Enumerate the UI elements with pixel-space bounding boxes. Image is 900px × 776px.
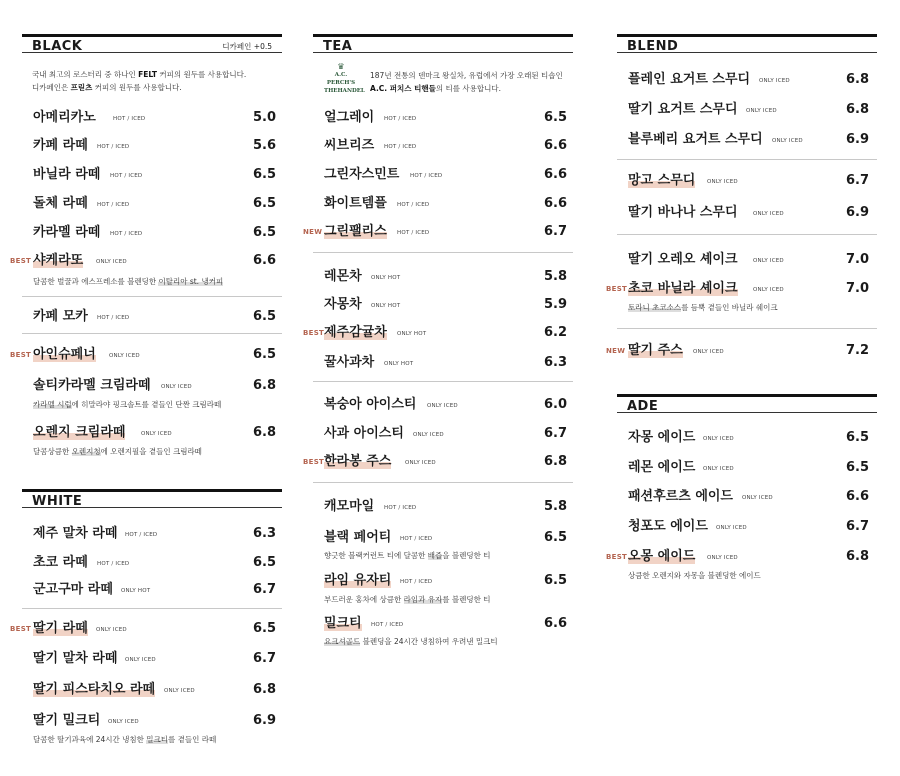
item-option: HOT / ICED xyxy=(371,622,404,628)
item-note xyxy=(33,734,216,745)
desc-text: 디카페인은 xyxy=(32,83,71,92)
desc-text: 187년 전통의 덴마크 왕실차, 유럽에서 가장 오래된 티숍인 xyxy=(370,71,563,80)
section-title: WHITE xyxy=(32,494,83,509)
decaf-note: 디카페인 +0.5 xyxy=(222,42,272,51)
item-price: 6.5 xyxy=(253,555,277,570)
menu-item[interactable] xyxy=(324,107,568,127)
item-name: 딸기 주스 xyxy=(628,339,683,358)
item-price: 6.7 xyxy=(253,651,277,666)
new-badge: NEW xyxy=(606,347,626,355)
menu-item[interactable] xyxy=(324,352,568,372)
white-header xyxy=(22,489,282,508)
item-name: 플레인 요거트 스무디 xyxy=(628,72,751,87)
item-price: 6.5 xyxy=(544,573,568,588)
item-name: 딸기 바나나 스무디 xyxy=(628,205,738,220)
item-price: 6.6 xyxy=(544,167,568,182)
item-price: 7.0 xyxy=(846,281,870,296)
item-option: HOT / ICED xyxy=(397,230,430,236)
item-option: HOT / ICED xyxy=(384,505,417,511)
item-option: ONLY ICED xyxy=(164,688,195,694)
item-name: 카페 라떼 xyxy=(33,138,88,153)
menu-item[interactable] xyxy=(33,710,277,730)
item-name: 꿀사과차 xyxy=(324,355,375,370)
item-price: 6.9 xyxy=(846,205,870,220)
item-option: HOT / ICED xyxy=(113,116,146,122)
item-option: ONLY ICED xyxy=(759,78,790,84)
item-price: 5.6 xyxy=(253,138,277,153)
item-price: 6.8 xyxy=(846,102,870,117)
item-option: ONLY ICED xyxy=(716,525,747,531)
item-option: ONLY ICED xyxy=(141,431,172,437)
item-price: 6.2 xyxy=(544,325,568,340)
menu-item[interactable] xyxy=(324,294,568,314)
divider xyxy=(22,296,282,297)
item-option: ONLY ICED xyxy=(427,403,458,409)
item-price: 6.5 xyxy=(846,430,870,445)
item-option: ONLY HOT xyxy=(384,361,414,367)
menu-item[interactable] xyxy=(324,613,568,633)
note-text: 에 오렌지필을 곁들인 크림라떼 xyxy=(100,447,202,456)
item-option: HOT / ICED xyxy=(397,202,430,208)
note-highlight: 오렌지청 xyxy=(71,447,101,456)
item-name: 초코 바닐라 셰이크 xyxy=(628,277,738,296)
section-title: BLEND xyxy=(627,39,679,54)
note-text: 블렌딩을 24시간 냉침하여 우려낸 밀크티 xyxy=(360,637,498,646)
item-option: HOT / ICED xyxy=(125,532,158,538)
menu-item[interactable] xyxy=(33,164,277,184)
menu-item[interactable] xyxy=(33,552,277,572)
item-name: 자몽 에이드 xyxy=(628,430,696,445)
item-name: 군고구마 라떼 xyxy=(33,582,113,597)
item-name: 레몬 에이드 xyxy=(628,460,696,475)
item-price: 7.0 xyxy=(846,252,870,267)
item-price: 6.5 xyxy=(253,167,277,182)
item-name: 밀크티 xyxy=(324,612,362,631)
menu-item[interactable] xyxy=(324,423,568,443)
perchs-logo xyxy=(324,62,365,94)
item-option: ONLY ICED xyxy=(746,108,777,114)
item-price: 5.8 xyxy=(544,269,568,284)
item-name: 라임 유자티 xyxy=(324,569,391,588)
note-text: 를 블렌딩한 티 xyxy=(442,595,491,604)
item-price: 6.6 xyxy=(544,138,568,153)
item-price: 6.5 xyxy=(253,196,277,211)
item-price: 6.8 xyxy=(846,549,870,564)
menu-item[interactable] xyxy=(33,422,277,442)
best-badge: BEST xyxy=(606,285,628,293)
divider xyxy=(313,381,573,382)
item-option: ONLY ICED xyxy=(753,287,784,293)
best-badge: BEST xyxy=(10,625,32,633)
item-note xyxy=(324,594,490,605)
item-option: HOT / ICED xyxy=(97,144,130,150)
item-name: 화이트템플 xyxy=(324,196,387,211)
item-note xyxy=(33,399,221,410)
menu-item[interactable] xyxy=(324,193,568,213)
menu-item[interactable] xyxy=(606,546,868,566)
item-option: ONLY ICED xyxy=(693,349,724,355)
item-note xyxy=(33,276,223,287)
best-badge: BEST xyxy=(10,351,32,359)
menu-item[interactable] xyxy=(33,135,277,155)
menu-item[interactable] xyxy=(324,570,568,590)
item-name: 오몽 에이드 xyxy=(628,545,695,564)
item-option: HOT / ICED xyxy=(97,202,130,208)
menu-item[interactable] xyxy=(628,202,868,222)
item-name: 레몬차 xyxy=(324,269,362,284)
new-badge: NEW xyxy=(303,228,323,236)
item-name: 아메리카노 xyxy=(33,110,96,125)
best-badge: BEST xyxy=(303,458,325,466)
item-price: 6.7 xyxy=(544,426,568,441)
item-price: 6.7 xyxy=(846,173,870,188)
item-option: ONLY ICED xyxy=(707,555,738,561)
item-note xyxy=(33,446,202,457)
note-text: 를 듬뿍 곁들인 바닐라 쉐이크 xyxy=(681,303,778,312)
item-price: 6.7 xyxy=(253,582,277,597)
item-note xyxy=(324,550,490,561)
item-name: 솔티카라멜 크림라떼 xyxy=(33,378,151,393)
item-price: 6.8 xyxy=(253,378,277,393)
item-price: 6.6 xyxy=(544,196,568,211)
note-text: 향긋한 블랙커런트 티에 달콤한 xyxy=(324,551,428,560)
menu-item[interactable] xyxy=(628,170,868,190)
item-price: 6.8 xyxy=(544,454,568,469)
item-price: 6.5 xyxy=(846,460,870,475)
item-name: 복숭아 아이스티 xyxy=(324,397,417,412)
menu-item[interactable] xyxy=(324,394,568,414)
item-price: 6.9 xyxy=(253,713,277,728)
item-note xyxy=(628,302,778,313)
item-name: 샤케라또 xyxy=(33,249,83,268)
item-option: ONLY ICED xyxy=(703,436,734,442)
item-option: HOT / ICED xyxy=(110,173,143,179)
note-highlight: 요크셔골드 xyxy=(324,637,361,646)
note-highlight: 카라멜 시럽 xyxy=(33,400,72,409)
desc-bold: FELT xyxy=(138,70,158,79)
item-option: ONLY ICED xyxy=(96,259,127,265)
best-badge: BEST xyxy=(10,257,32,265)
menu-item[interactable] xyxy=(628,249,868,269)
item-name: 아인슈페너 xyxy=(33,343,96,362)
item-option: ONLY ICED xyxy=(109,353,140,359)
item-price: 6.5 xyxy=(544,110,568,125)
item-name: 오렌지 크림라떼 xyxy=(33,421,125,440)
item-option: HOT / ICED xyxy=(97,315,130,321)
item-option: ONLY ICED xyxy=(703,466,734,472)
best-badge: BEST xyxy=(303,329,325,337)
logo-line: THEHANDEL xyxy=(324,88,365,94)
item-option: HOT / ICED xyxy=(97,561,130,567)
menu-item[interactable] xyxy=(10,618,277,638)
item-name: 씨브리즈 xyxy=(324,138,375,153)
note-text: 에 히말라야 핑크솔트를 곁들인 단짠 크림라떼 xyxy=(71,400,222,409)
divider xyxy=(617,159,877,160)
black-description xyxy=(32,68,282,94)
item-option: HOT / ICED xyxy=(110,231,143,237)
black-header xyxy=(22,34,282,53)
menu-item[interactable] xyxy=(303,451,568,471)
section-title: BLACK xyxy=(32,39,83,54)
item-price: 6.7 xyxy=(544,224,568,239)
item-option: ONLY HOT xyxy=(371,275,401,281)
item-name: 딸기 라떼 xyxy=(33,617,88,636)
item-option: ONLY ICED xyxy=(707,179,738,185)
item-price: 6.0 xyxy=(544,397,568,412)
menu-item[interactable] xyxy=(303,221,568,241)
menu-item[interactable] xyxy=(628,99,868,119)
note-highlight: 라임과 유자 xyxy=(403,595,443,604)
item-option: ONLY HOT xyxy=(121,588,151,594)
menu-item[interactable] xyxy=(33,523,277,543)
menu-item[interactable] xyxy=(324,164,568,184)
item-name: 블랙 페어티 xyxy=(324,530,392,545)
note-text: 부드러운 홍차에 상큼한 xyxy=(324,595,404,604)
divider xyxy=(313,482,573,483)
menu-item[interactable] xyxy=(33,107,277,127)
menu-item[interactable] xyxy=(324,135,568,155)
item-name: 제주 말차 라떼 xyxy=(33,526,118,541)
menu-item[interactable] xyxy=(628,69,868,89)
item-name: 카라멜 라떼 xyxy=(33,225,101,240)
menu-item[interactable] xyxy=(33,222,277,242)
section-title: ADE xyxy=(627,399,659,414)
divider xyxy=(313,252,573,253)
menu-item[interactable] xyxy=(324,496,568,516)
item-option: HOT / ICED xyxy=(410,173,443,179)
menu-item[interactable] xyxy=(33,193,277,213)
menu-item[interactable] xyxy=(33,306,277,326)
menu-item[interactable] xyxy=(628,486,868,506)
desc-text: 의 티를 사용합니다. xyxy=(435,84,501,93)
item-price: 6.8 xyxy=(846,72,870,87)
item-name: 사과 아이스티 xyxy=(324,426,404,441)
item-name: 제주감귤차 xyxy=(324,321,387,340)
note-highlight: 밀크티 xyxy=(146,735,169,744)
item-price: 6.9 xyxy=(846,132,870,147)
desc-text: 커피의 원두를 사용합니다. xyxy=(157,70,247,79)
item-note xyxy=(324,636,498,647)
item-price: 5.9 xyxy=(544,297,568,312)
note-text: 를 곁들인 라떼 xyxy=(168,735,217,744)
item-option: ONLY ICED xyxy=(161,384,192,390)
desc-bold: A.C. 퍼치스 티핸들 xyxy=(370,84,436,93)
item-price: 6.5 xyxy=(544,530,568,545)
item-name: 패션후르츠 에이드 xyxy=(628,489,733,504)
menu-item[interactable] xyxy=(628,129,868,149)
divider xyxy=(617,234,877,235)
item-option: ONLY HOT xyxy=(371,303,401,309)
item-price: 6.3 xyxy=(544,355,568,370)
item-name: 그린팰리스 xyxy=(324,220,387,239)
item-price: 6.5 xyxy=(253,225,277,240)
item-option: ONLY ICED xyxy=(742,495,773,501)
note-highlight: 배즙 xyxy=(427,551,443,560)
item-price: 6.5 xyxy=(253,347,277,362)
tea-description xyxy=(370,69,575,95)
item-name: 돌체 라떼 xyxy=(33,196,88,211)
blend-header xyxy=(617,34,877,53)
ade-header xyxy=(617,394,877,413)
item-option: ONLY ICED xyxy=(753,211,784,217)
item-option: ONLY ICED xyxy=(108,719,139,725)
best-badge: BEST xyxy=(606,553,628,561)
note-highlight: 이탈리아 st. 냉커피 xyxy=(158,277,224,286)
menu-item[interactable] xyxy=(10,344,277,364)
item-price: 6.3 xyxy=(253,526,277,541)
menu-item[interactable] xyxy=(628,457,868,477)
menu-item[interactable] xyxy=(33,579,277,599)
logo-line: A.C. PERCH'S xyxy=(326,72,356,86)
item-name: 얼그레이 xyxy=(324,110,375,125)
item-option: ONLY ICED xyxy=(125,657,156,663)
menu-item[interactable] xyxy=(628,427,868,447)
menu-item[interactable] xyxy=(606,340,868,360)
item-name: 망고 스무디 xyxy=(628,169,695,188)
item-name: 딸기 요거트 스무디 xyxy=(628,102,738,117)
divider xyxy=(22,333,282,334)
menu-item[interactable] xyxy=(628,516,868,536)
item-name: 바닐라 라떼 xyxy=(33,167,101,182)
menu-item[interactable] xyxy=(303,322,568,342)
note-text: 달콤상큼한 xyxy=(33,447,72,456)
menu-item[interactable] xyxy=(324,527,568,547)
item-price: 6.8 xyxy=(253,425,277,440)
item-name: 블루베리 요거트 스무디 xyxy=(628,132,763,147)
item-option: ONLY HOT xyxy=(397,331,427,337)
note-text: 을 블렌딩한 티 xyxy=(442,551,491,560)
item-price: 7.2 xyxy=(846,343,870,358)
note-text: 달콤한 벌꿀과 에스프레소를 블렌딩한 xyxy=(33,277,159,286)
item-price: 6.5 xyxy=(253,309,277,324)
desc-text: 커피의 원두를 사용합니다. xyxy=(92,83,182,92)
item-option: ONLY ICED xyxy=(413,432,444,438)
item-name: 캐모마일 xyxy=(324,499,375,514)
item-option: ONLY ICED xyxy=(753,258,784,264)
note-text: 달콤한 딸기과육에 24시간 냉침한 xyxy=(33,735,147,744)
item-option: HOT / ICED xyxy=(400,536,433,542)
item-name: 한라봉 주스 xyxy=(324,450,391,469)
item-option: ONLY ICED xyxy=(96,627,127,633)
menu-item[interactable] xyxy=(606,278,868,298)
note-highlight: 토라니 초코소스 xyxy=(628,303,682,312)
item-price: 5.8 xyxy=(544,499,568,514)
item-price: 6.7 xyxy=(846,519,870,534)
item-note: 상큼한 오렌지와 자몽을 블렌딩한 에이드 xyxy=(628,571,761,580)
item-option: ONLY ICED xyxy=(772,138,803,144)
menu-item[interactable] xyxy=(33,679,277,699)
item-name: 카페 모카 xyxy=(33,309,88,324)
item-price: 5.0 xyxy=(253,110,277,125)
item-option: HOT / ICED xyxy=(384,116,417,122)
item-name: 딸기 밀크티 xyxy=(33,713,101,728)
desc-bold: 프릳츠 xyxy=(70,83,93,92)
menu-item[interactable] xyxy=(33,375,277,395)
item-name: 딸기 피스타치오 라떼 xyxy=(33,678,155,697)
item-name: 자몽차 xyxy=(324,297,362,312)
item-price: 6.8 xyxy=(253,682,277,697)
tea-header xyxy=(313,34,573,53)
item-name: 초코 라떼 xyxy=(33,555,88,570)
item-name: 그린자스민트 xyxy=(324,167,400,182)
section-title: TEA xyxy=(323,39,353,54)
item-price: 6.5 xyxy=(253,621,277,636)
divider xyxy=(22,608,282,609)
item-price: 6.6 xyxy=(253,253,277,268)
menu-item[interactable] xyxy=(33,648,277,668)
item-option: ONLY ICED xyxy=(405,460,436,466)
item-name: 딸기 말차 라떼 xyxy=(33,651,118,666)
desc-text: 국내 최고의 로스터리 중 하나인 xyxy=(32,70,139,79)
menu-item[interactable] xyxy=(10,250,277,270)
crown-icon: ♛ xyxy=(337,62,345,71)
item-option: HOT / ICED xyxy=(400,579,433,585)
item-price: 6.6 xyxy=(544,616,568,631)
divider xyxy=(617,328,877,329)
item-name: 청포도 에이드 xyxy=(628,519,708,534)
item-name: 딸기 오레오 셰이크 xyxy=(628,252,738,267)
menu-item[interactable] xyxy=(324,266,568,286)
item-price: 6.6 xyxy=(846,489,870,504)
item-option: HOT / ICED xyxy=(384,144,417,150)
